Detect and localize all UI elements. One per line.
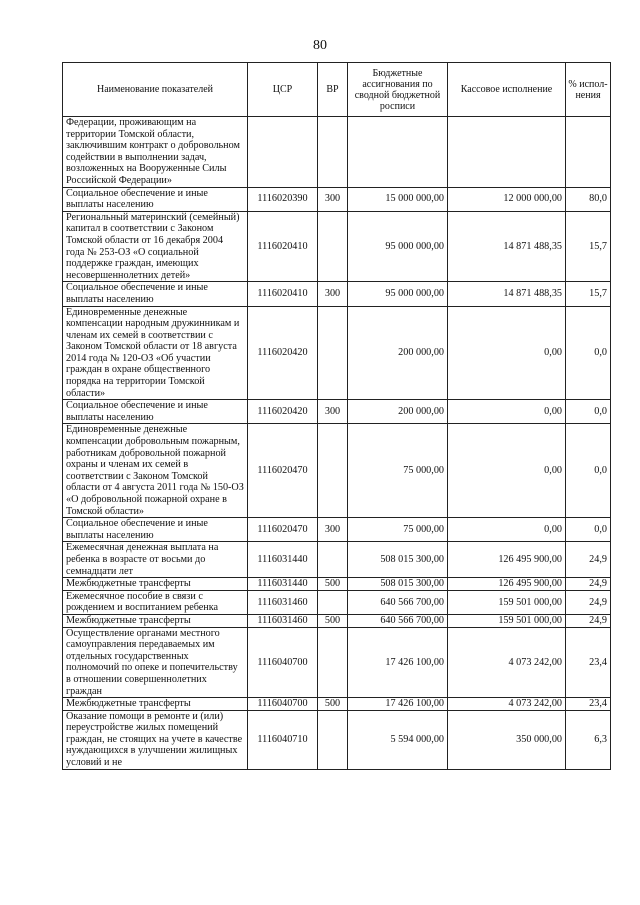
cell-name: Межбюджетные трансферты: [63, 614, 248, 627]
cell-csr: 1116031440: [248, 578, 318, 591]
cell-name: Социальное обеспечение и иные выплаты населению: [63, 400, 248, 424]
cell-vr: [318, 627, 348, 698]
cell-budget: 15 000 000,00: [348, 187, 448, 211]
cell-pct: 23,4: [566, 627, 611, 698]
cell-cash: [448, 117, 566, 188]
cell-budget: 75 000,00: [348, 518, 448, 542]
table-row: [63, 306, 611, 400]
budget-execution-table: [62, 62, 611, 770]
cell-budget: 508 015 300,00: [348, 578, 448, 591]
cell-vr: [318, 424, 348, 518]
table-header-row: [63, 63, 611, 117]
table-row: [63, 518, 611, 542]
cell-budget: 200 000,00: [348, 400, 448, 424]
cell-cash: 4 073 242,00: [448, 627, 566, 698]
cell-vr: [318, 542, 348, 578]
cell-name: Единовременные денежные компенсации добровольным пожарным, работникам добровольной пожарной охраны и членам их семей в соответствии с Законом Томской области от 4 августа 2011 года № 150-ОЗ «О добровольной пожарной охране в Томской области»: [63, 424, 248, 518]
cell-name: Ежемесячная денежная выплата на ребенка в возрасте от восьми до семнадцати лет: [63, 542, 248, 578]
cell-budget: 5 594 000,00: [348, 710, 448, 769]
cell-pct: 0,0: [566, 400, 611, 424]
cell-name: Федерации, проживающим на территории Томской области, заключившим контракт о добровольном содействии в выполнении задач, возложенных на Вооруженные Силы Российской Федерации»: [63, 117, 248, 188]
table-row: [63, 710, 611, 769]
header-cash: Кассовое исполнение: [448, 63, 566, 117]
table-row: [63, 424, 611, 518]
cell-pct: 0,0: [566, 518, 611, 542]
header-csr: ЦСР: [248, 63, 318, 117]
cell-csr: 1116040700: [248, 627, 318, 698]
cell-cash: 159 501 000,00: [448, 614, 566, 627]
cell-vr: [318, 211, 348, 282]
cell-cash: 0,00: [448, 518, 566, 542]
cell-cash: 12 000 000,00: [448, 187, 566, 211]
cell-pct: 0,0: [566, 306, 611, 400]
cell-csr: 1116020390: [248, 187, 318, 211]
cell-vr: 500: [318, 698, 348, 711]
header-vr: ВР: [318, 63, 348, 117]
cell-vr: [318, 590, 348, 614]
cell-budget: [348, 117, 448, 188]
cell-budget: 75 000,00: [348, 424, 448, 518]
cell-name: Оказание помощи в ремонте и (или) переустройстве жилых помещений граждан, не стоящих на учете в качестве нуждающихся в улучшении жилищных условий и не: [63, 710, 248, 769]
cell-name: Единовременные денежные компенсации народным дружинникам и членам их семей в соответствии с Законом Томской области от 18 августа 2014 года № 120-ОЗ «Об участии граждан в охране общественного порядка на территории Томской области»: [63, 306, 248, 400]
cell-vr: 300: [318, 400, 348, 424]
cell-csr: 1116020420: [248, 306, 318, 400]
cell-pct: [566, 117, 611, 188]
cell-pct: 24,9: [566, 578, 611, 591]
page-number: 80: [313, 38, 327, 53]
cell-vr: 300: [318, 187, 348, 211]
table-row: [63, 400, 611, 424]
cell-budget: 640 566 700,00: [348, 614, 448, 627]
header-pct: % испол-нения: [566, 63, 611, 117]
cell-budget: 95 000 000,00: [348, 282, 448, 306]
cell-csr: 1116040700: [248, 698, 318, 711]
cell-cash: 0,00: [448, 400, 566, 424]
cell-pct: 23,4: [566, 698, 611, 711]
cell-pct: 80,0: [566, 187, 611, 211]
cell-cash: 0,00: [448, 306, 566, 400]
cell-cash: 0,00: [448, 424, 566, 518]
cell-csr: 1116020470: [248, 518, 318, 542]
cell-name: Ежемесячное пособие в связи с рождением и воспитанием ребенка: [63, 590, 248, 614]
cell-vr: [318, 117, 348, 188]
cell-name: Осуществление органами местного самоуправления передаваемых им отдельных государственных полномочий по опеке и попечительству в отношении совершеннолетних граждан: [63, 627, 248, 698]
table-row: [63, 187, 611, 211]
cell-name: Социальное обеспечение и иные выплаты населению: [63, 518, 248, 542]
header-budget: Бюджетные ассигнования по сводной бюджетной росписи: [348, 63, 448, 117]
cell-vr: 500: [318, 614, 348, 627]
table-row: [63, 578, 611, 591]
cell-csr: 1116031460: [248, 590, 318, 614]
cell-cash: 126 495 900,00: [448, 542, 566, 578]
cell-csr: 1116020410: [248, 282, 318, 306]
cell-csr: [248, 117, 318, 188]
cell-pct: 0,0: [566, 424, 611, 518]
cell-pct: 15,7: [566, 211, 611, 282]
cell-budget: 200 000,00: [348, 306, 448, 400]
cell-pct: 24,9: [566, 542, 611, 578]
table-row: [63, 614, 611, 627]
cell-name: Межбюджетные трансферты: [63, 578, 248, 591]
table-row: [63, 282, 611, 306]
cell-cash: 126 495 900,00: [448, 578, 566, 591]
table-row: [63, 542, 611, 578]
table-row: [63, 117, 611, 188]
table-row: [63, 698, 611, 711]
cell-name: Региональный материнский (семейный) капитал в соответствии с Законом Томской области от 16 декабря 2004 года № 253-ОЗ «О социальной поддержке граждан, имеющих несовершеннолетних детей»: [63, 211, 248, 282]
cell-vr: 300: [318, 518, 348, 542]
cell-budget: 17 426 100,00: [348, 698, 448, 711]
header-name: Наименование показателей: [63, 63, 248, 117]
cell-budget: 95 000 000,00: [348, 211, 448, 282]
table-row: [63, 211, 611, 282]
cell-budget: 640 566 700,00: [348, 590, 448, 614]
cell-vr: [318, 710, 348, 769]
cell-cash: 14 871 488,35: [448, 282, 566, 306]
cell-csr: 1116040710: [248, 710, 318, 769]
cell-cash: 4 073 242,00: [448, 698, 566, 711]
cell-budget: 17 426 100,00: [348, 627, 448, 698]
cell-name: Межбюджетные трансферты: [63, 698, 248, 711]
cell-budget: 508 015 300,00: [348, 542, 448, 578]
cell-csr: 1116020410: [248, 211, 318, 282]
cell-name: Социальное обеспечение и иные выплаты населению: [63, 187, 248, 211]
cell-csr: 1116031460: [248, 614, 318, 627]
cell-vr: 500: [318, 578, 348, 591]
cell-csr: 1116031440: [248, 542, 318, 578]
cell-vr: 300: [318, 282, 348, 306]
cell-cash: 14 871 488,35: [448, 211, 566, 282]
cell-cash: 350 000,00: [448, 710, 566, 769]
cell-cash: 159 501 000,00: [448, 590, 566, 614]
table-row: [63, 590, 611, 614]
cell-name: Социальное обеспечение и иные выплаты населению: [63, 282, 248, 306]
cell-pct: 15,7: [566, 282, 611, 306]
cell-pct: 6,3: [566, 710, 611, 769]
cell-vr: [318, 306, 348, 400]
cell-csr: 1116020470: [248, 424, 318, 518]
cell-pct: 24,9: [566, 614, 611, 627]
cell-pct: 24,9: [566, 590, 611, 614]
table-row: [63, 627, 611, 698]
cell-csr: 1116020420: [248, 400, 318, 424]
